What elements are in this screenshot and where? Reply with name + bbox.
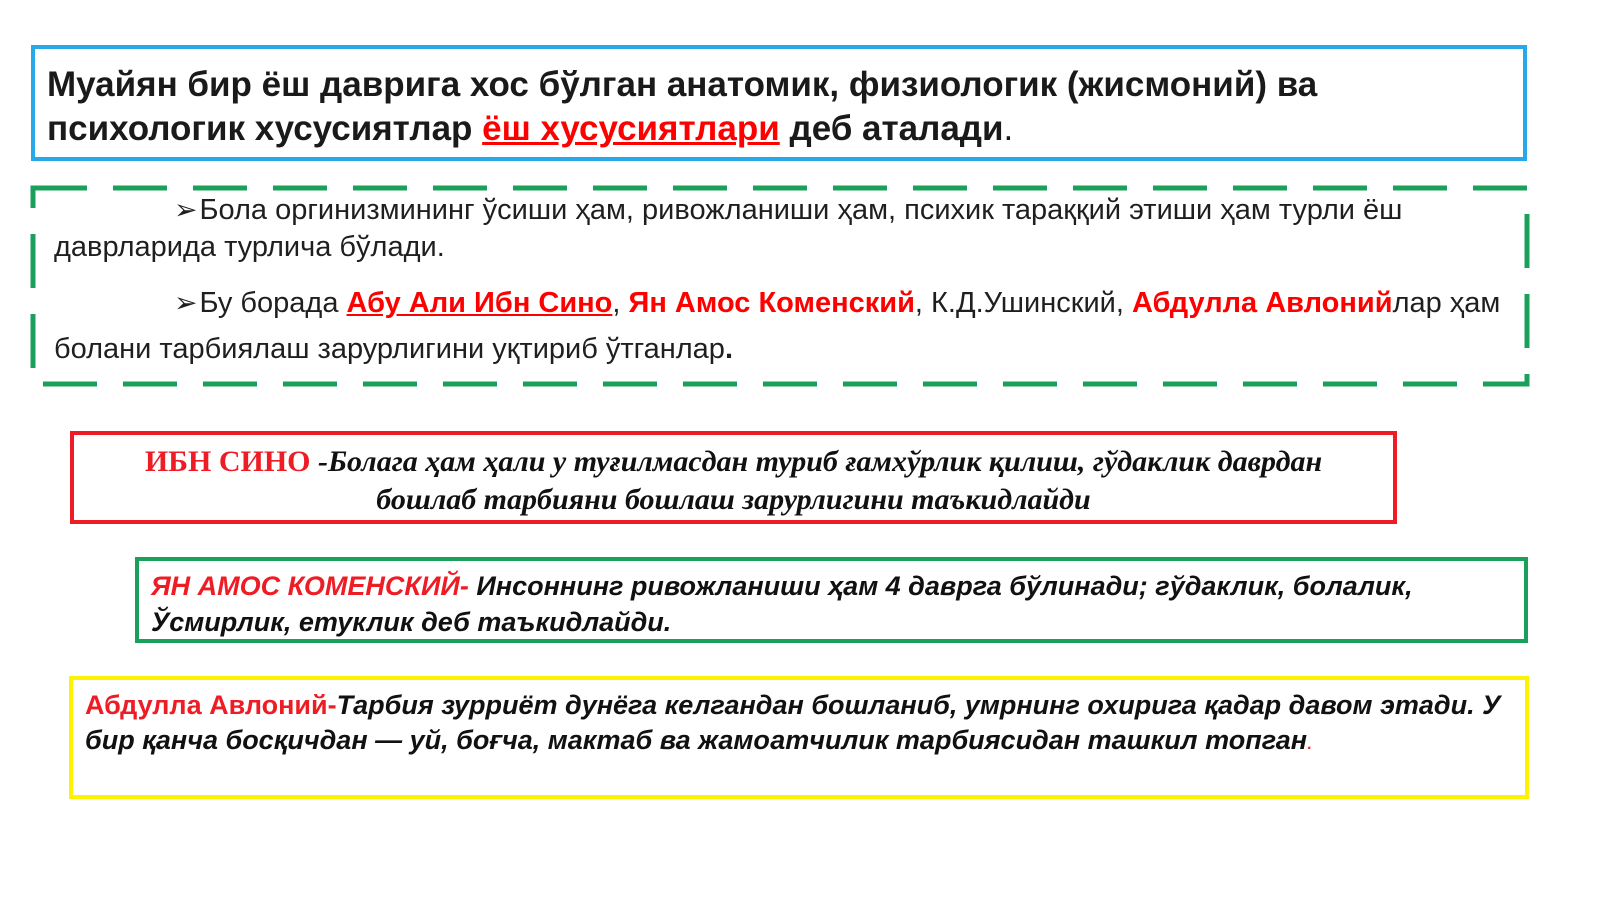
definition-period: . [1003, 109, 1014, 148]
ibn-sino-text: -Болага ҳам ҳали у туғилмасдан туриб ғамхўрлик қилиш, гўдаклик даврдан бошлаб тарбияни бошлаш зарурлигини таъкидлайди [310, 445, 1323, 516]
name-ibn-sino: Абу Али Ибн Сино [346, 287, 613, 319]
bullet-sep-2: , К.Д.Ушинский, [914, 287, 1132, 319]
komensky-name: ЯН АМОС КОМЕНСКИЙ- [151, 571, 469, 601]
definition-highlight: ёш хусусиятлари [482, 109, 780, 148]
avloni-name: Абдулла Авлоний- [85, 690, 337, 720]
ibn-sino-box [70, 431, 1397, 524]
bullet-item-2-prefix: Бу борада [199, 287, 347, 319]
bullet-item-2-period: . [724, 333, 733, 365]
bullet-item-2-suffix: лар ҳам болани тарбиялаш зарурлигини уқтириб ўтганлар [54, 287, 1501, 365]
komensky-box [135, 557, 1528, 643]
komensky-text: Инсоннинг ривожланиши ҳам 4 даврга бўлинади; гўдаклик, болалик, Ўсмирлик, етуклик деб таъкидлайди. [151, 571, 1413, 637]
arrow-bullet-icon: ➢ [174, 287, 198, 318]
name-avloni: Абдулла Авлоний [1131, 287, 1393, 319]
definition-box [31, 45, 1527, 161]
bullets-box [30, 185, 1530, 387]
ibn-sino-name: ИБН СИНО [144, 445, 311, 478]
avloni-end: . [1307, 729, 1314, 754]
name-komensky: Ян Амос Коменский [628, 287, 915, 319]
arrow-bullet-icon: ➢ [174, 194, 198, 225]
definition-line1: Муайян бир ёш даврига хос бўлган анатомик, физиологик (жисмоний) ва [47, 65, 1318, 104]
bullet-item-2 [54, 280, 1508, 372]
bullet-item-1-text: Бола оргинизмининг ўсиши ҳам, ривожланиши ҳам, психик тараққий этиши ҳам турли ёш даврларида турлича бўлади. [54, 194, 1403, 263]
definition-line2-start: психологик хусусиятлар [47, 109, 483, 148]
avloni-box [69, 676, 1529, 799]
bullet-item-1 [54, 191, 1508, 266]
definition-line2-end: деб аталади [779, 109, 1004, 148]
avloni-text: Тарбия зурриёт дунёга келгандан бошланиб, умрнинг охирига қадар давом этади. У бир қанча босқичдан — уй, боғча, мактаб ва жамоатчилик тарбиясидан ташкил топган [85, 690, 1501, 755]
bullet-sep-1: , [612, 287, 629, 319]
